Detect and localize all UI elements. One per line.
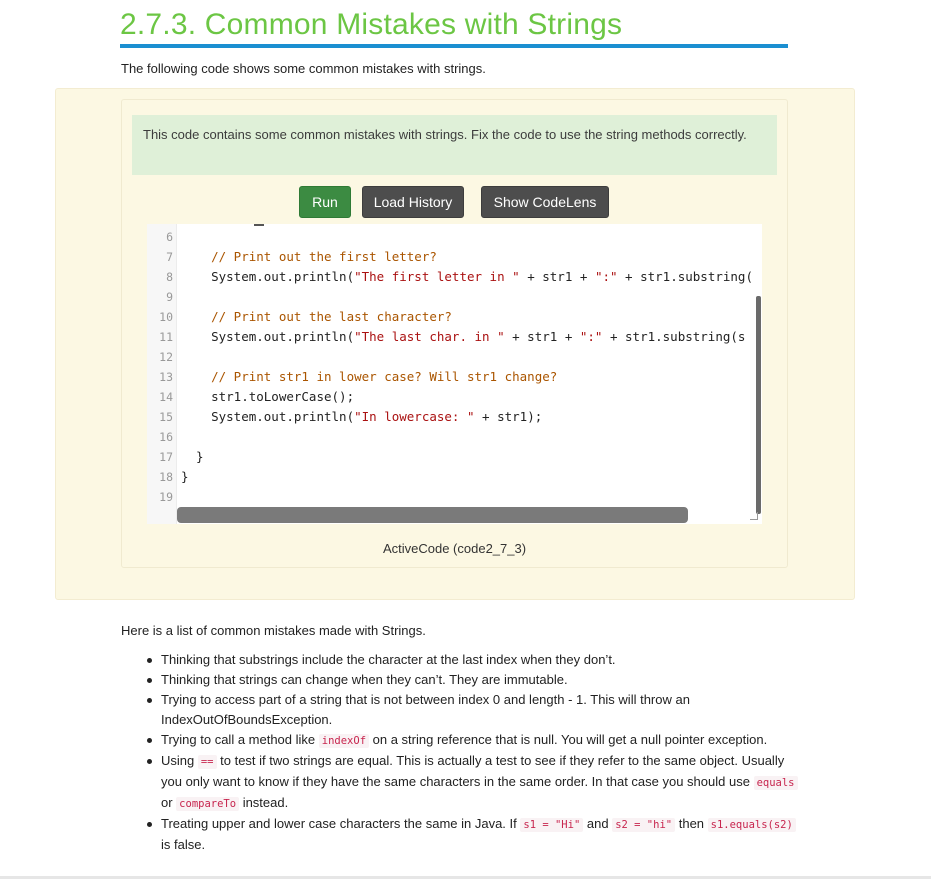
mistakes-intro: Here is a list of common mistakes made with Strings.	[121, 623, 426, 638]
title-underline	[120, 44, 788, 48]
line-number: 6	[166, 230, 173, 244]
code-line	[147, 407, 762, 427]
list-item: Trying to call a method like indexOf on a string reference that is null. You will get a null pointer exception.	[161, 730, 801, 751]
code-text: // Print out the first letter?	[211, 249, 437, 264]
code-line	[147, 307, 762, 327]
code-text: // Print str1 in lower case? Will str1 change?	[211, 369, 558, 384]
code-line	[147, 367, 762, 387]
line-number: 10	[159, 310, 173, 324]
line-number: 19	[159, 490, 173, 504]
line-number: 7	[166, 250, 173, 264]
run-button[interactable]: Run	[299, 186, 351, 218]
code-text: System.out.println("The last char. in " + str1 + ":" + str1.substring(s	[181, 329, 746, 344]
code-editor[interactable]	[147, 224, 762, 524]
line-number: 8	[166, 270, 173, 284]
code-line	[147, 487, 762, 507]
code-text: str1.toLowerCase();	[181, 389, 355, 404]
resize-handle-icon[interactable]	[750, 512, 758, 520]
code-line	[147, 467, 762, 487]
list-item: Trying to access part of a string that is not between index 0 and length - 1. This will throw an IndexOutOfBoundsException.	[161, 690, 801, 730]
list-item: Thinking that strings can change when they can’t. They are immutable.	[161, 670, 801, 690]
mistakes-list	[161, 650, 801, 855]
load-history-button[interactable]: Load History	[362, 186, 464, 218]
line-number: 14	[159, 390, 173, 404]
line-number: 11	[159, 330, 173, 344]
inline-code: indexOf	[319, 734, 369, 748]
activecode-caption: ActiveCode (code2_7_3)	[382, 541, 527, 556]
code-line	[147, 347, 762, 367]
code-text: }	[181, 469, 189, 484]
line-number: 9	[166, 290, 173, 304]
inline-code: s1.equals(s2)	[708, 818, 796, 832]
list-item: Thinking that substrings include the character at the last index when they don’t.	[161, 650, 801, 670]
inline-code: s1 = "Hi"	[520, 818, 583, 832]
code-line	[147, 227, 762, 247]
clipped-text-fragment	[254, 224, 264, 226]
code-line	[147, 267, 762, 287]
code-line	[147, 287, 762, 307]
list-item: Treating upper and lower case characters the same in Java. If s1 = "Hi" and s2 = "hi" then s1.equals(s2) is false.	[161, 814, 801, 855]
inline-code: equals	[754, 776, 798, 790]
show-codelens-button[interactable]: Show CodeLens	[481, 186, 609, 218]
inline-code: compareTo	[176, 797, 239, 811]
code-line	[147, 427, 762, 447]
horizontal-scrollbar[interactable]	[177, 507, 688, 523]
line-number: 12	[159, 350, 173, 364]
line-number: 15	[159, 410, 173, 424]
code-line	[147, 327, 762, 347]
activecode-description: This code contains some common mistakes with strings. Fix the code to use the string methods correctly.	[132, 115, 777, 175]
vertical-scrollbar[interactable]	[756, 296, 761, 514]
line-number: 18	[159, 470, 173, 484]
list-item: Using == to test if two strings are equal. This is actually a test to see if they refer to the same object. Usually you only want to know if they have the same characters in the same order. In that case you should use equals or compareTo instead.	[161, 751, 801, 814]
section-title: 2.7.3. Common Mistakes with Strings	[120, 8, 623, 41]
line-number: 16	[159, 430, 173, 444]
inline-code: s2 = "hi"	[612, 818, 675, 832]
code-line	[147, 387, 762, 407]
section-intro: The following code shows some common mistakes with strings.	[121, 61, 486, 76]
code-line	[147, 247, 762, 267]
code-text: }	[181, 449, 204, 464]
code-text: System.out.println("In lowercase: " + str1);	[181, 409, 543, 424]
line-number: 13	[159, 370, 173, 384]
line-number: 17	[159, 450, 173, 464]
code-text: System.out.println("The first letter in " + str1 + ":" + str1.substring(	[181, 269, 753, 284]
inline-code: ==	[198, 755, 217, 769]
code-line	[147, 447, 762, 467]
code-text: // Print out the last character?	[211, 309, 452, 324]
